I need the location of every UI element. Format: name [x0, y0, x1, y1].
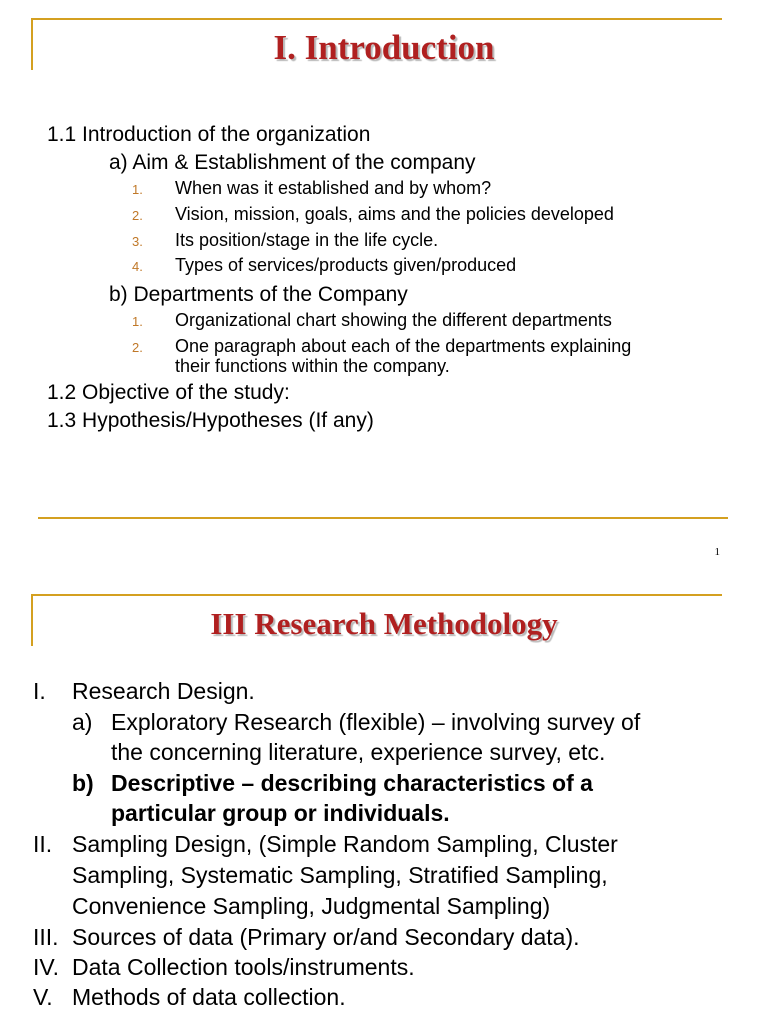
list-item-continuation: Sampling, Systematic Sampling, Stratified Sampling,: [72, 862, 608, 888]
list-item: Sampling Design, (Simple Random Sampling, Cluster: [72, 831, 618, 857]
slide-frame-bottom-rule: [38, 517, 728, 519]
list-number: 2.: [132, 340, 143, 355]
list-item: Vision, mission, goals, aims and the policies developed: [175, 204, 614, 224]
list-item-continuation: the concerning literature, experience survey, etc.: [111, 739, 606, 765]
page-number: 1: [714, 546, 720, 558]
list-item: Exploratory Research (flexible) – involving survey of: [111, 709, 641, 735]
list-number: 3.: [132, 234, 143, 249]
list-number: 4.: [132, 259, 143, 274]
subsection-a: a) Aim & Establishment of the company: [109, 151, 476, 174]
slide-frame-top-rule: [32, 18, 722, 20]
list-item: One paragraph about each of the departments explaining: [175, 336, 632, 356]
subsection-b: b) Departments of the Company: [109, 283, 408, 306]
list-item: Methods of data collection.: [72, 984, 346, 1010]
list-item: Data Collection tools/instruments.: [72, 954, 415, 980]
list-marker: I.: [33, 678, 46, 704]
slide-research-methodology: [0, 575, 768, 1024]
list-item: Organizational chart showing the different departments: [175, 310, 612, 330]
list-number: 1.: [132, 314, 143, 329]
list-marker: III.: [33, 924, 59, 950]
list-marker: V.: [33, 984, 53, 1010]
slide-title: III Research Methodology: [210, 606, 558, 641]
list-item-continuation: particular group or individuals.: [111, 800, 450, 826]
list-item: Types of services/products given/produced: [175, 255, 517, 275]
list-number: 2.: [132, 208, 143, 223]
slide-frame-top-rule: [32, 594, 722, 596]
list-marker: IV.: [33, 954, 60, 980]
list-item: Sources of data (Primary or/and Secondary data).: [72, 924, 580, 950]
list-item-continuation: their functions within the company.: [175, 356, 450, 376]
list-marker: II.: [33, 831, 53, 857]
list-item-continuation: Convenience Sampling, Judgmental Sampling): [72, 893, 551, 919]
list-item: Its position/stage in the life cycle.: [175, 230, 439, 250]
list-item: When was it established and by whom?: [175, 178, 492, 198]
slide-title: I. Introduction: [273, 28, 495, 67]
section-1-1: 1.1 Introduction of the organization: [47, 123, 371, 146]
section-1-2: 1.2 Objective of the study:: [47, 381, 290, 404]
section-1-3: 1.3 Hypothesis/Hypotheses (If any): [47, 409, 374, 432]
list-marker: a): [72, 709, 93, 735]
list-item: Research Design.: [72, 678, 255, 704]
list-item: Descriptive – describing characteristics of a: [111, 770, 593, 796]
list-number: 1.: [132, 182, 143, 197]
list-marker: b): [72, 770, 94, 796]
